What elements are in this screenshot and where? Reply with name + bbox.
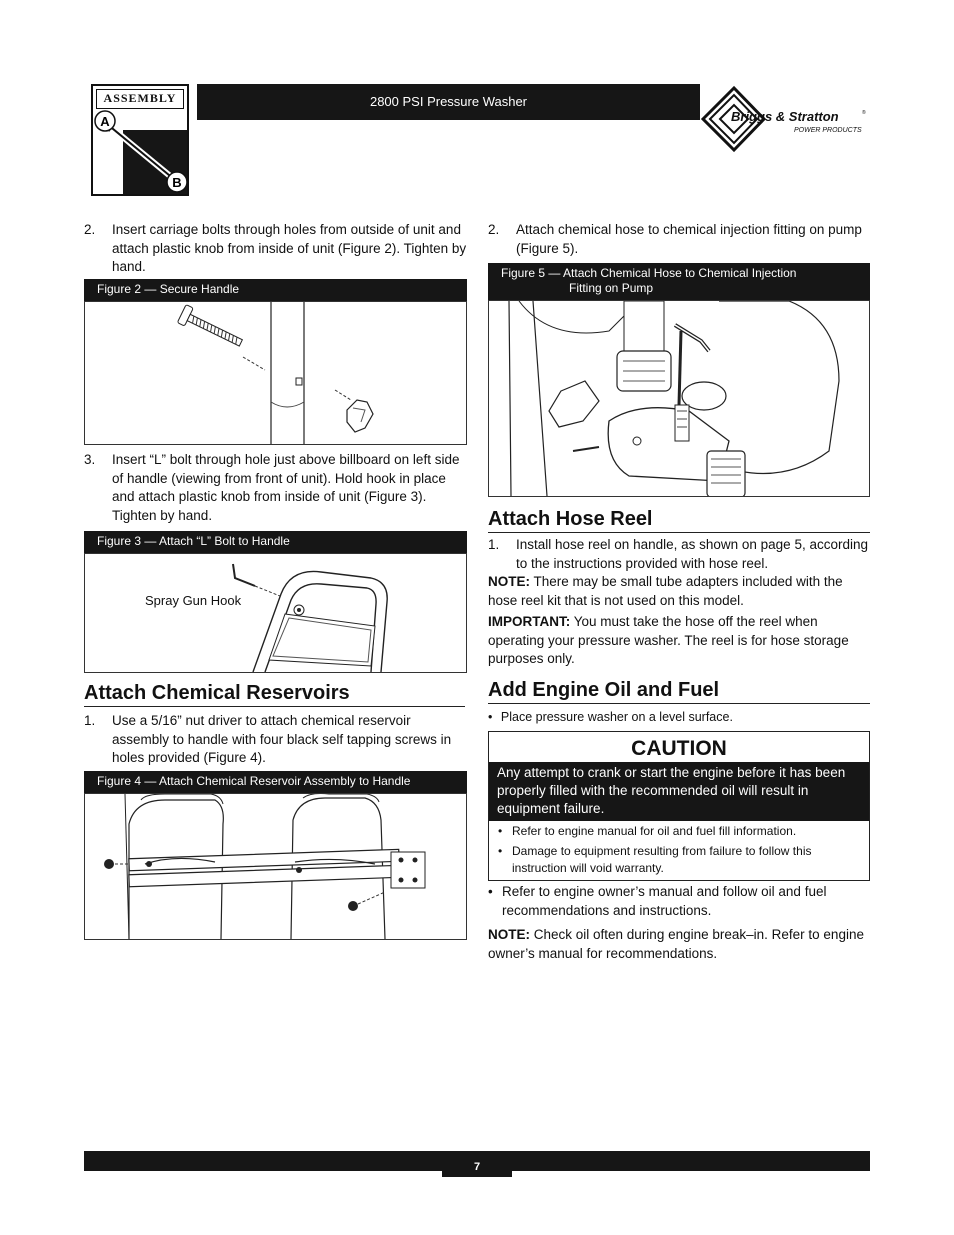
section-attach-chemical-reservoirs: Attach Chemical Reservoirs [84,682,465,707]
caution-bullet: • Refer to engine manual for oil and fuel fill information. [498,824,797,838]
step-number: 2. [488,222,500,237]
step-text: Insert “L” bolt through hole just above billboard on left side of handle (viewing from front of unit). Hold hook in place and attach plastic knob from inside of unit (Figure 3). Tighten by hand. [112,452,460,523]
note-label: NOTE: [488,574,530,589]
step-number: 1. [488,537,500,552]
step-text: Use a 5/16” nut driver to attach chemical reservoir assembly to handle with four black self tapping screws in holes provided (Figure 4). [112,713,452,765]
step-2-carriage-bolts [84,221,467,277]
product-title-bar [197,84,700,120]
step-number: 1. [84,713,96,728]
step-3-l-bolt [84,451,467,525]
bullet-icon: • [498,824,503,838]
hose-reel-important [488,613,870,669]
oil-note [488,925,870,963]
brand-trademark: ® [862,110,866,116]
bullet-icon: • [488,710,493,724]
briggs-stratton-logo [698,84,870,154]
bullet-text: Place pressure washer on a level surface. [500,710,733,724]
figure-5-caption [488,263,870,301]
note-label: NOTE: [488,927,530,942]
step-number: 3. [84,452,96,467]
assembly-a-to-b-icon [93,86,191,198]
section-add-engine-oil-and-fuel: Add Engine Oil and Fuel [488,679,870,704]
caution-title: CAUTION [631,737,727,760]
figure-3-caption: Figure 3 — Attach “L” Bolt to Handle [84,531,467,554]
brand-name: Briggs & Stratton [731,109,839,124]
caution-warning: Any attempt to crank or start the engine before it has been properly filled with the recommended oil will result in equipment failure. [489,762,869,821]
figure-2-caption: Figure 2 — Secure Handle [84,279,467,302]
assembly-badge-title: ASSEMBLY [96,89,184,109]
important-label: IMPORTANT: [488,614,571,629]
hose-step-1 [488,536,870,573]
figure-5-caption-line-1: Figure 5 — Attach Chemical Hose to Chemical Injection [501,266,797,280]
svg-text:A: A [100,114,110,129]
figure-4-illustration [84,793,467,940]
svg-text:B: B [172,175,182,190]
bullet-icon: • [488,884,493,899]
bullet-text: Refer to engine owner’s manual and follow oil and fuel recommendations and instructions. [502,884,827,918]
product-title: 2800 PSI Pressure Washer [369,94,528,109]
figure-5-illustration [488,300,870,497]
step-2-chemical-hose [488,221,870,258]
figure-3-illustration [84,553,467,673]
section-attach-hose-reel: Attach Hose Reel [488,508,870,533]
step-text: Install hose reel on handle, as shown on page 5, according to the instructions provided with hose reel. [516,537,868,571]
figure-4-caption: Figure 4 — Attach Chemical Reservoir Assembly to Handle [84,771,467,794]
page-number: 7 [442,1153,512,1177]
note-text: There may be small tube adapters included with the hose reel kit that is not used on this model. [488,574,843,608]
caution-bullet: • Damage to equipment resulting from failure to follow this instruction will void warranty. [498,844,812,875]
note-text: Check oil often during engine break–in. Refer to engine owner’s manual for recommendations. [488,927,864,961]
step-text: Attach chemical hose to chemical injection fitting on pump (Figure 5). [516,222,862,256]
step-text: Insert carriage bolts through holes from outside of unit and attach plastic knob from inside of unit (Figure 2). Tighten by hand. [112,222,467,274]
step-number: 2. [84,222,96,237]
caution-box [488,731,870,881]
figure-5-caption-line-2: Fitting on Pump [569,281,654,295]
brand-subtitle: POWER PRODUCTS [794,127,862,134]
assembly-badge [91,84,189,196]
chem-step-1 [84,712,467,768]
spray-gun-hook-label: Spray Gun Hook [145,593,242,608]
bullet-icon: • [498,844,503,858]
hose-reel-note [488,573,870,610]
oil-bullet-level-surface [488,709,870,726]
oil-bullet-owners-manual [488,882,870,920]
important-text: You must take the hose off the reel when operating your pressure washer. The reel is for hose storage purposes only. [488,614,849,666]
figure-2-illustration [84,301,467,445]
